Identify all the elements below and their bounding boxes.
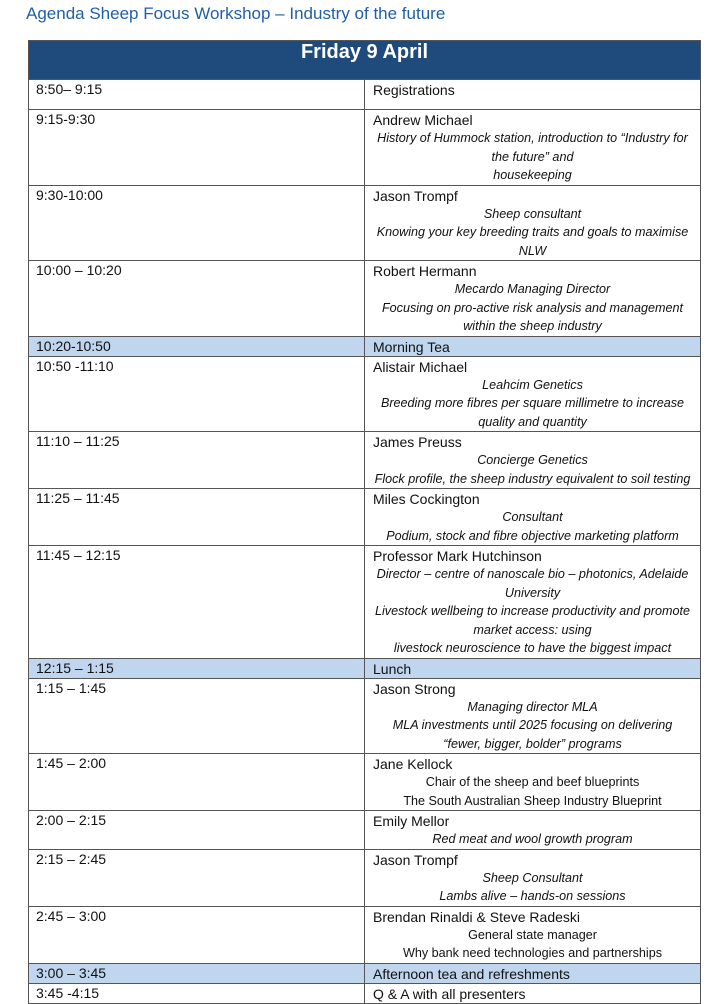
- agenda-row: [29, 849, 701, 906]
- session-description-line: Leahcim Genetics: [482, 377, 583, 392]
- agenda-row: [29, 110, 701, 186]
- session-speaker: Jane Kellock: [373, 756, 453, 772]
- session-detail: [365, 489, 701, 546]
- session-speaker: Registrations: [373, 82, 455, 98]
- session-speaker: Alistair Michael: [373, 358, 468, 375]
- session-detail: [365, 336, 701, 356]
- agenda-row: [29, 754, 701, 811]
- agenda-row: [29, 811, 701, 850]
- session-description-line: General state manager: [468, 927, 597, 942]
- agenda-row: [29, 983, 701, 1003]
- session-speaker: Professor Mark Hutchinson: [373, 548, 542, 564]
- session-time: 11:25 – 11:45: [29, 489, 365, 546]
- session-description-line: Red meat and wool growth program: [432, 832, 633, 846]
- agenda-row: [29, 658, 701, 678]
- session-time: 10:00 – 10:20: [29, 261, 365, 337]
- session-detail: [365, 983, 701, 1003]
- session-time: 3:00 – 3:45: [29, 963, 365, 983]
- session-speaker: Morning Tea: [373, 338, 450, 355]
- session-time: 10:20-10:50: [29, 336, 365, 356]
- session-time: 2:00 – 2:15: [29, 811, 365, 850]
- session-description-line: Managing director MLA: [467, 699, 598, 714]
- session-time: 2:45 – 3:00: [29, 906, 365, 963]
- session-detail: [365, 185, 701, 261]
- session-description-line: housekeeping: [493, 168, 572, 182]
- session-time: 9:30-10:00: [29, 185, 365, 261]
- session-time: 3:45 -4:15: [29, 983, 365, 1003]
- session-speaker: Robert Hermann: [373, 263, 477, 279]
- session-description-line: Livestock wellbeing to increase productivity and promote market access: using: [374, 604, 690, 637]
- session-speaker: Q & A with all presenters: [373, 985, 526, 1002]
- session-speaker: Jason Strong: [373, 680, 456, 697]
- session-description-line: Mecardo Managing Director: [454, 282, 611, 296]
- session-time: 10:50 -11:10: [29, 356, 365, 432]
- session-description-line: Director – centre of nanoscale bio – photonics, Adelaide University: [376, 567, 689, 600]
- session-speaker: Miles Cockington: [373, 491, 480, 507]
- session-description-line: History of Hummock station, introduction to “Industry for the future” and: [377, 131, 688, 164]
- session-detail: [365, 678, 701, 754]
- session-time: 2:15 – 2:45: [29, 849, 365, 906]
- session-description-line: Chair of the sheep and beef blueprints: [425, 775, 640, 789]
- session-speaker: Afternoon tea and refreshments: [373, 965, 570, 982]
- session-detail: [365, 849, 701, 906]
- agenda-row: [29, 678, 701, 754]
- session-time: 11:10 – 11:25: [29, 432, 365, 489]
- session-speaker: James Preuss: [373, 434, 462, 450]
- session-description-line: Sheep consultant: [483, 206, 582, 221]
- session-time: 1:15 – 1:45: [29, 678, 365, 754]
- agenda-row: [29, 356, 701, 432]
- session-time: 12:15 – 1:15: [29, 658, 365, 678]
- session-detail: [365, 110, 701, 186]
- day-header-row: [29, 41, 701, 80]
- agenda-row: [29, 432, 701, 489]
- agenda-table: [28, 40, 701, 1004]
- document-title: Agenda Sheep Focus Workshop – Industry of the future: [26, 4, 446, 23]
- session-detail: [365, 356, 701, 432]
- session-speaker: Emily Mellor: [373, 813, 450, 829]
- session-description-line: MLA investments until 2025 focusing on delivering “fewer, bigger, bolder” programs: [392, 718, 673, 751]
- session-description-line: Focusing on pro-active risk analysis and management within the sheep industry: [381, 300, 683, 333]
- session-detail: [365, 80, 701, 110]
- agenda-row: [29, 489, 701, 546]
- session-time: 9:15-9:30: [29, 110, 365, 186]
- session-detail: [365, 811, 701, 850]
- session-speaker: Brendan Rinaldi & Steve Radeski: [373, 908, 581, 925]
- session-description-line: Podium, stock and fibre objective marketing platform: [386, 528, 679, 543]
- session-speaker: Jason Trompf: [373, 851, 458, 868]
- session-description-line: Concierge Genetics: [477, 453, 588, 467]
- session-description-line: Knowing your key breeding traits and goals to maximise NLW: [376, 225, 689, 258]
- session-detail: [365, 754, 701, 811]
- session-detail: [365, 963, 701, 983]
- agenda-row: [29, 80, 701, 110]
- session-speaker: Jason Trompf: [373, 187, 458, 204]
- session-description-line: Breeding more fibres per square millimetre to increase quality and quantity: [380, 396, 685, 429]
- session-detail: [365, 432, 701, 489]
- agenda-row: [29, 336, 701, 356]
- session-description-line: Sheep Consultant: [482, 870, 583, 885]
- session-time: 1:45 – 2:00: [29, 754, 365, 811]
- session-detail: [365, 546, 701, 659]
- agenda-row: [29, 906, 701, 963]
- session-speaker: Andrew Michael: [373, 112, 473, 128]
- session-description-line: Why bank need technologies and partnerships: [402, 946, 663, 960]
- session-description-line: Lambs alive – hands-on sessions: [439, 889, 626, 903]
- day-header: Friday 9 April: [29, 41, 701, 80]
- session-time: 11:45 – 12:15: [29, 546, 365, 659]
- session-description-line: Flock profile, the sheep industry equivalent to soil testing: [374, 471, 691, 486]
- session-description-line: Consultant: [502, 510, 563, 524]
- agenda-row: [29, 261, 701, 337]
- agenda-row: [29, 185, 701, 261]
- session-description-line: livestock neuroscience to have the biggest impact: [393, 641, 672, 655]
- session-detail: [365, 658, 701, 678]
- session-description-line: The South Australian Sheep Industry Blueprint: [403, 793, 662, 808]
- session-time: 8:50– 9:15: [29, 80, 365, 110]
- agenda-row: [29, 546, 701, 659]
- session-speaker: Lunch: [373, 660, 412, 677]
- session-detail: [365, 906, 701, 963]
- agenda-row: [29, 963, 701, 983]
- session-detail: [365, 261, 701, 337]
